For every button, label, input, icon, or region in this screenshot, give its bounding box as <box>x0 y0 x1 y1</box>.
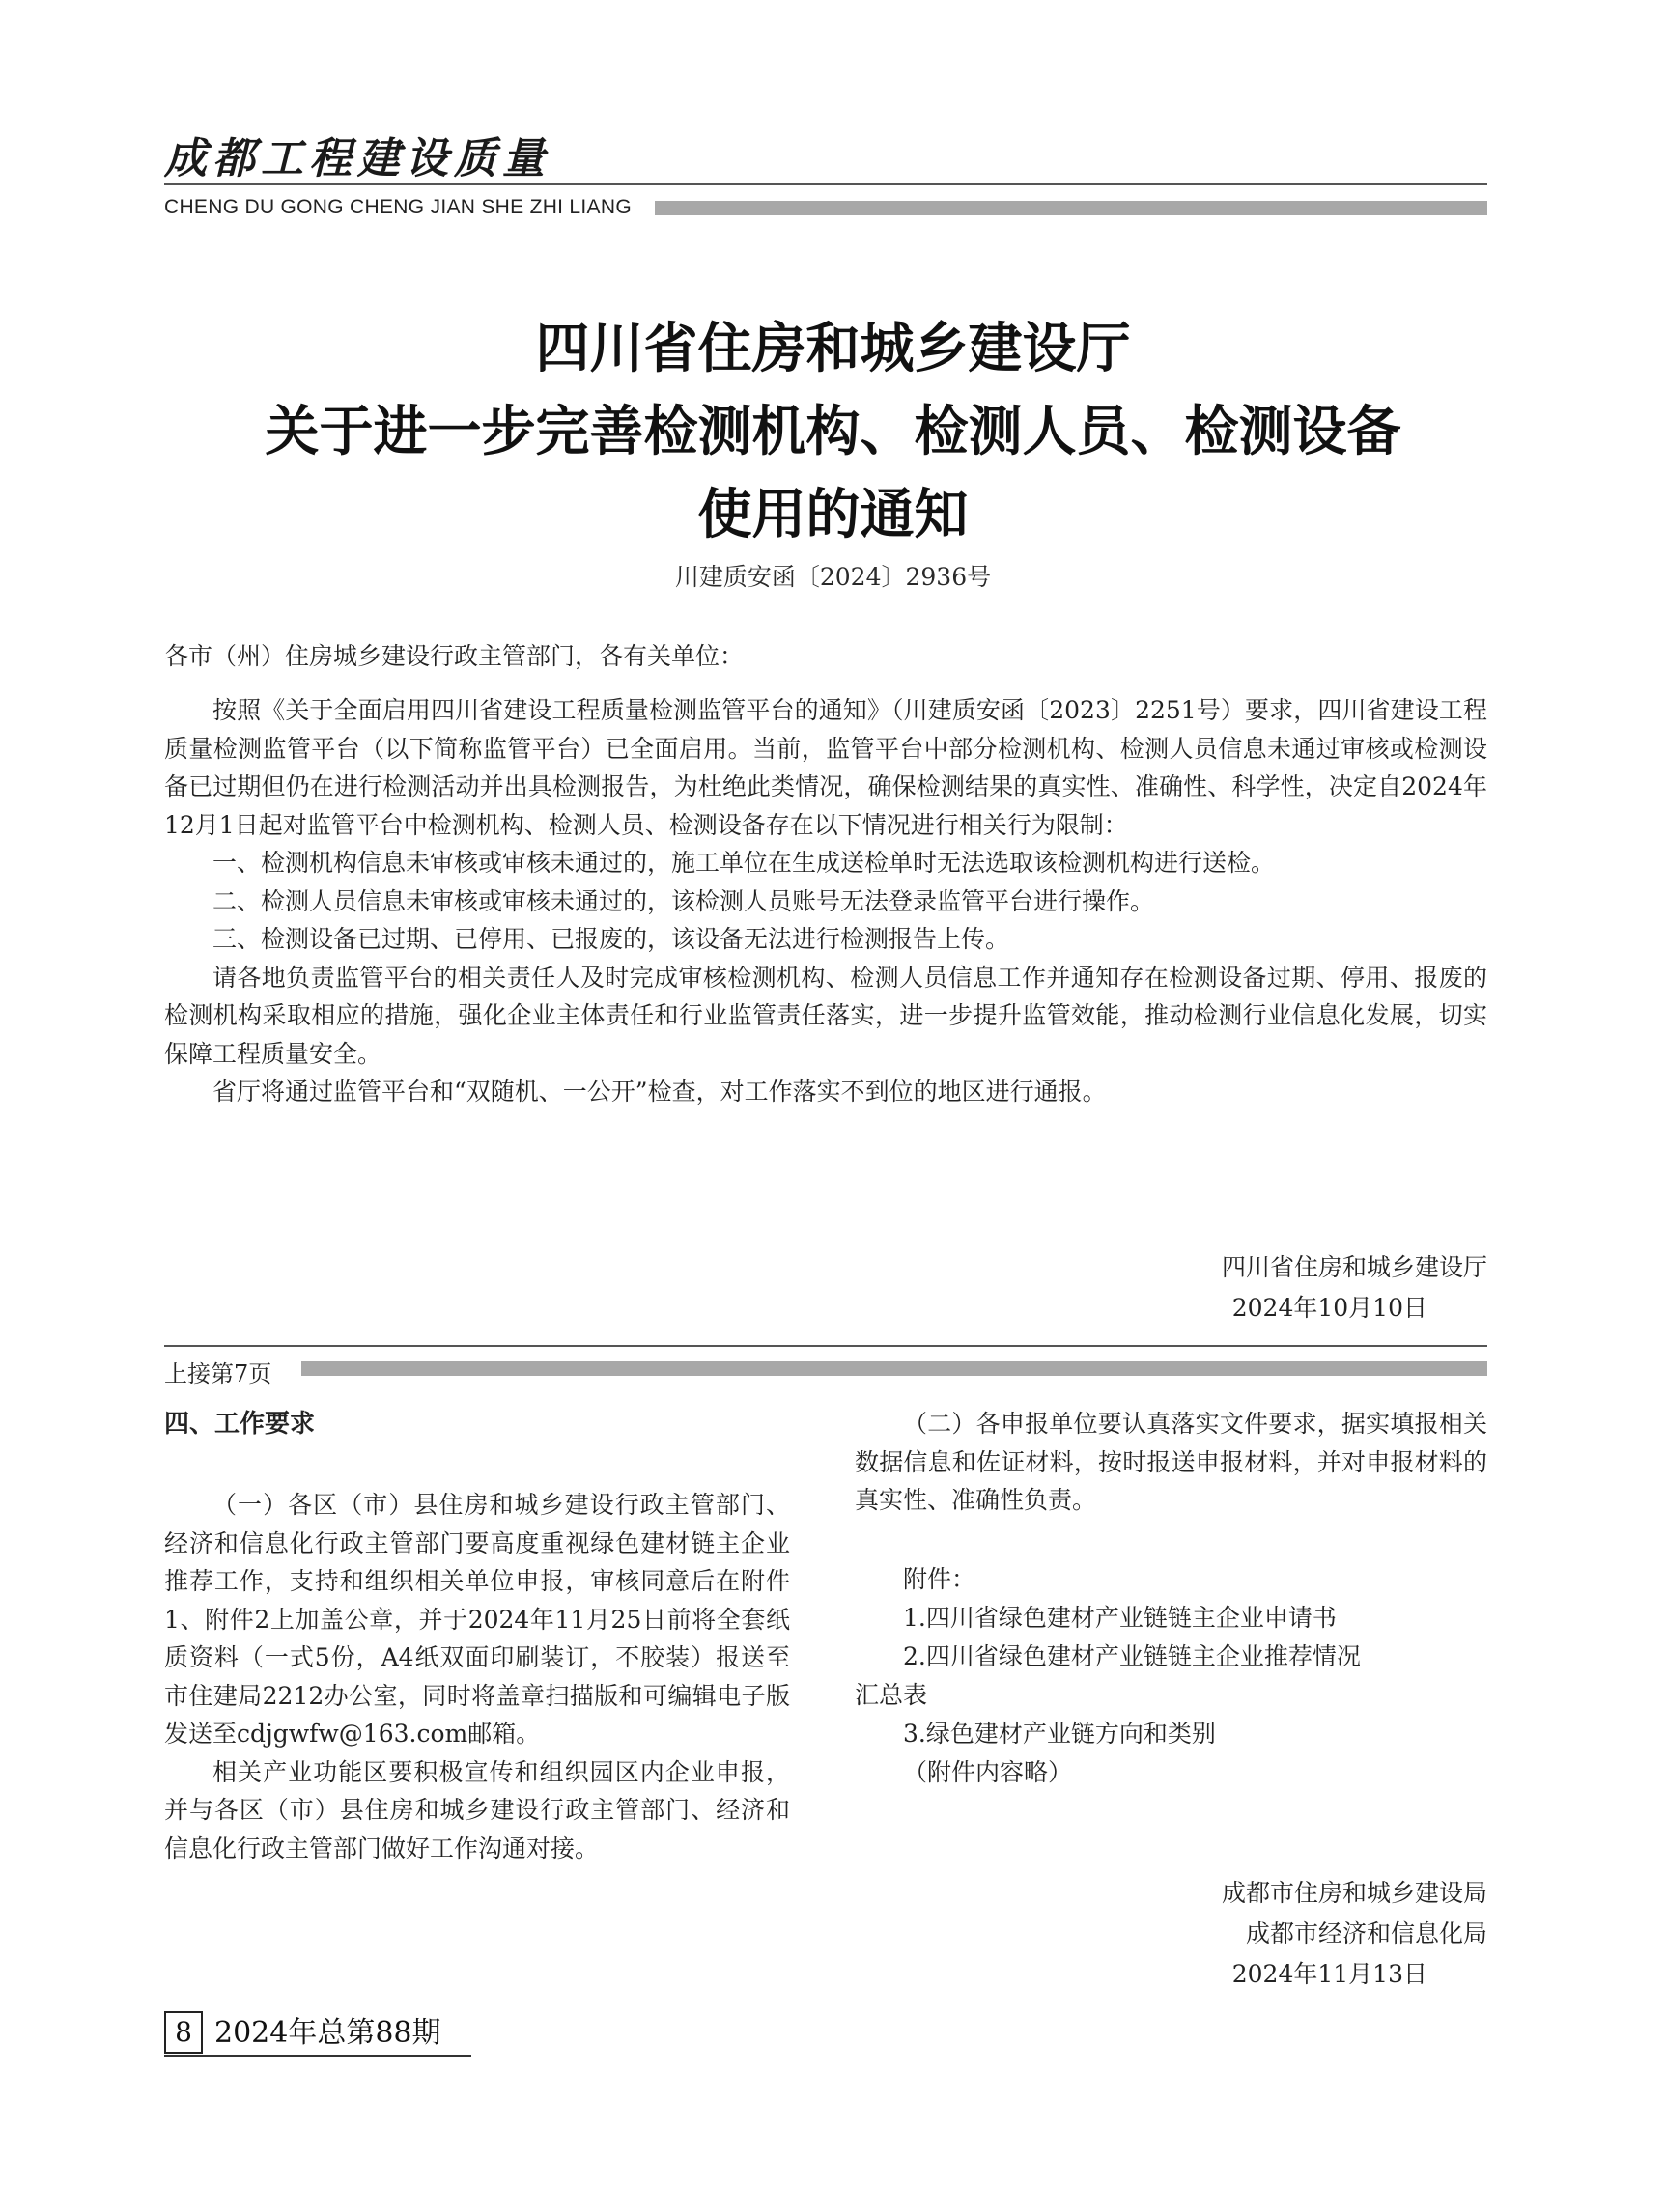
continuation-divider <box>164 1345 1487 1347</box>
notice-title <box>0 307 1666 556</box>
journal-masthead-pinyin: CHENG DU GONG CHENG JIAN SHE ZHI LIANG <box>164 196 632 218</box>
masthead-bar <box>655 201 1487 215</box>
footer-underline <box>164 2055 471 2057</box>
notice-paragraph: 二、检测人员信息未审核或审核未通过的，该检测人员账号无法登录监管平台进行操作。 <box>212 886 1155 915</box>
notice-paragraph: 省厅将通过监管平台和“双随机、一公开”检查，对工作落实不到位的地区进行通报。 <box>212 1078 1107 1106</box>
attachment-item-continued: 汇总表 <box>855 1680 928 1709</box>
continuation-bar <box>301 1361 1487 1376</box>
salutation: 各市（州）住房城乡建设行政主管部门，各有关单位： <box>164 642 745 670</box>
notice-body <box>164 691 1487 1111</box>
left-column <box>164 1405 790 1867</box>
continued-from-label: 上接第7页 <box>164 1360 272 1387</box>
attachment-item: 1.四川省绿色建材产业链链主企业申请书 <box>903 1603 1337 1632</box>
page-number: 8 <box>164 2011 203 2054</box>
signature-org: 四川省住房和城乡建设厅 <box>1221 1253 1487 1281</box>
notice-paragraph: 三、检测设备已过期、已停用、已报废的，该设备无法进行检测报告上传。 <box>212 925 1010 953</box>
notice-paragraph: 请各地负责监管平台的相关责任人及时完成审核检测机构、检测人员信息工作并通知存在检测设备过期、停用、报废的检测机构采取相应的措施，强化企业主体责任和行业监管责任落实，进一步提升监管效能，推动检测行业信息化发展，切实保障工程质量安全。 <box>164 963 1487 1068</box>
signature-org: 成都市住房和城乡建设局 <box>1221 1879 1487 1907</box>
section-heading: 四、工作要求 <box>164 1410 316 1439</box>
notice-paragraph: 一、检测机构信息未审核或审核未通过的，施工单位在生成送检单时无法选取该检测机构进行送检。 <box>212 849 1276 877</box>
requirement-paragraph: （一）各区（市）县住房和城乡建设行政主管部门、经济和信息化行政主管部门要高度重视绿色建材链主企业推荐工作，支持和组织相关单位申报，审核同意后在附件1、附件2上加盖公章，并于2024年11月25日前将全套纸质资料（一式5份，A4纸双面印刷装订，不胶装）报送至市住建局2212办公室，同时将盖章扫描版和可编辑电子版发送至cdjgwfw@163.com邮箱。 <box>164 1491 790 1748</box>
right-column <box>855 1405 1487 1792</box>
attachment-item: 2.四川省绿色建材产业链链主企业推荐情况 <box>903 1641 1361 1670</box>
notice-title-line-2: 关于进一步完善检测机构、检测人员、检测设备 <box>265 400 1401 463</box>
document-number: 川建质安函〔2024〕2936号 <box>674 563 992 591</box>
attachment-item: 3.绿色建材产业链方向和类别 <box>903 1719 1216 1748</box>
notice-signature <box>1062 1247 1487 1329</box>
requirement-paragraph: 相关产业功能区要积极宣传和组织园区内企业申报，并与各区（市）县住房和城乡建设行政主管部门、经济和信息化行政主管部门做好工作沟通对接。 <box>164 1757 790 1862</box>
notice-title-line-1: 四川省住房和城乡建设厅 <box>535 317 1131 380</box>
notice-paragraph: 按照《关于全面启用四川省建设工程质量检测监管平台的通知》（川建质安函〔2023〕2251号）要求，四川省建设工程质量检测监管平台（以下简称监管平台）已全面启用。当前，监管平台中部分检测机构、检测人员信息未通过审核或检测设备已过期但仍在进行检测活动并出具检测报告，为杜绝此类情况，确保检测结果的真实性、准确性、科学性，决定自2024年12月1日起对监管平台中检测机构、检测人员、检测设备存在以下情况进行相关行为限制： <box>164 696 1487 839</box>
signature-org: 成都市经济和信息化局 <box>1245 1919 1487 1947</box>
masthead-divider <box>164 183 1487 185</box>
signature-date: 2024年10月10日 <box>1231 1294 1427 1322</box>
issue-label: 2024年总第88期 <box>214 2016 441 2050</box>
continuation-signature <box>1062 1873 1487 1995</box>
signature-date: 2024年11月13日 <box>1231 1960 1427 1988</box>
requirement-paragraph: （二）各申报单位要认真落实文件要求，据实填报相关数据信息和佐证材料，按时报送申报材料，并对申报材料的真实性、准确性负责。 <box>855 1410 1487 1514</box>
attachment-list <box>855 1560 1487 1676</box>
attachment-label: 附件： <box>903 1564 976 1593</box>
attachment-note: （附件内容略） <box>903 1757 1073 1786</box>
notice-title-line-3: 使用的通知 <box>697 483 969 546</box>
journal-masthead-title: 成都工程建设质量 <box>164 134 551 183</box>
